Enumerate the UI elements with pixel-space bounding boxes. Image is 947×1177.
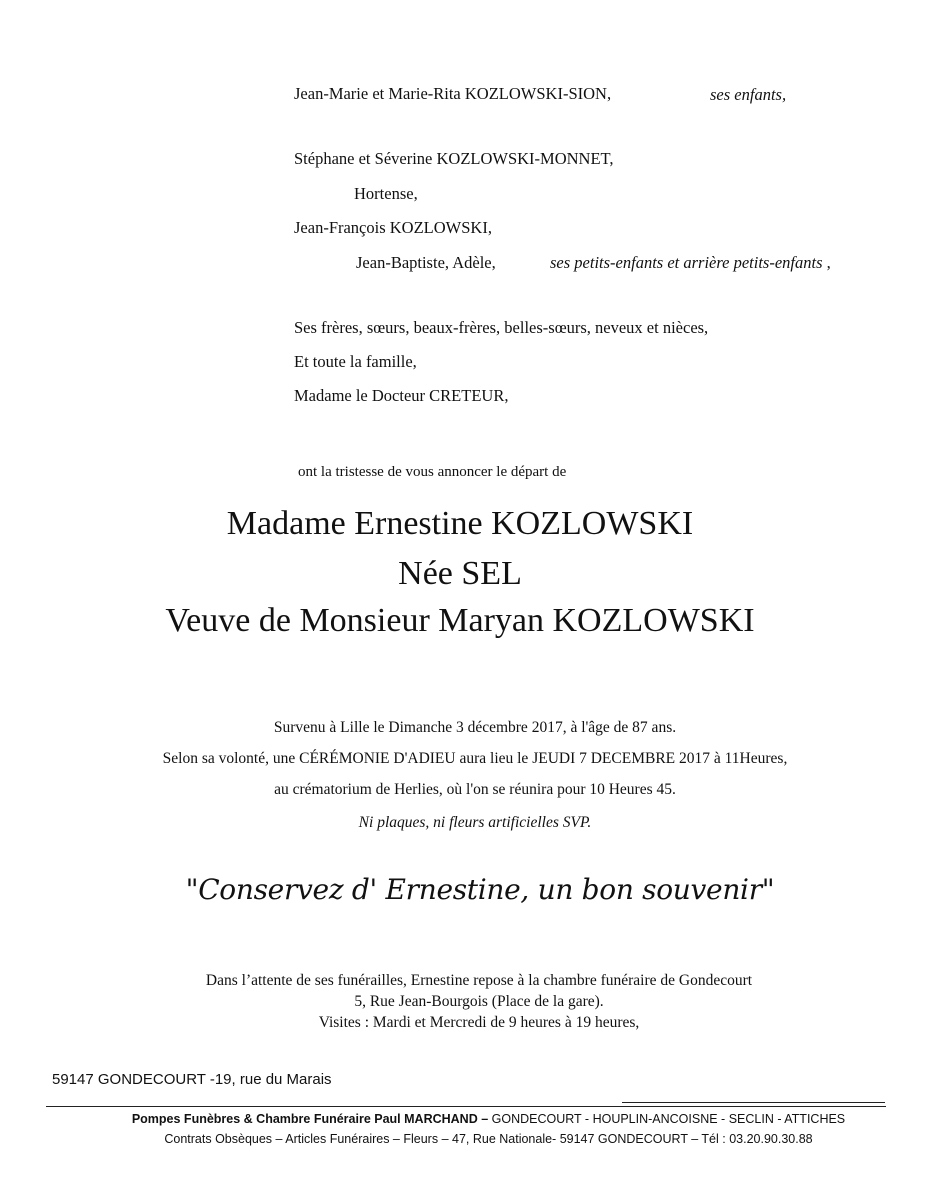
details-death: Survenu à Lille le Dimanche 3 décembre 2017, à l'âge de 87 ans.	[273, 719, 677, 736]
funeral-home-visits: Visites : Mardi et Mercredi de 9 heures à 19 heures,	[318, 1014, 640, 1031]
family-line-children	[294, 84, 611, 104]
footer-contact-line: Contrats Obsèques – Articles Funéraires – Fleurs – 47, Rue Nationale- 59147 GONDECOURT – Tél : 03.20.90.30.88	[164, 1132, 813, 1146]
family-names: Jean-Marie et Marie-Rita KOZLOWSKI-SION,	[294, 84, 612, 103]
sender-address: 59147 GONDECOURT -19, rue du Marais	[52, 1071, 332, 1088]
family-role-grandchildren-wrap	[550, 253, 831, 273]
announcement-text: ont la tristesse de vous annoncer le départ de	[298, 464, 567, 480]
family-line-whole-family: Et toute la famille,	[294, 352, 417, 371]
deceased-name: Madame Ernestine KOZLOWSKI	[226, 505, 694, 542]
family-line-grandchild-2: Jean-François KOZLOWSKI,	[294, 218, 492, 237]
funeral-home-address: 5, Rue Jean-Bourgois (Place de la gare).	[354, 993, 604, 1010]
family-line-great-grandchild-1: Hortense,	[354, 184, 418, 203]
family-line-grandchild-1: Stéphane et Séverine KOZLOWSKI-MONNET,	[294, 149, 614, 168]
deceased-birth-name: Née SEL	[398, 555, 522, 592]
footer-locations: GONDECOURT - HOUPLIN-ANCOISNE - SECLIN - ATTICHES	[488, 1112, 846, 1126]
footer-company-name: Pompes Funèbres & Chambre Funéraire Paul MARCHAND –	[131, 1112, 489, 1126]
funeral-home-repose: Dans l’attente de ses funérailles, Ernestine repose à la chambre funéraire de Gondecourt	[205, 972, 753, 989]
family-line-great-grandchildren	[356, 253, 496, 273]
family-role-comma: ,	[826, 253, 831, 272]
family-role-grandchildren: ses petits-enfants et arrière petits-enfants	[550, 253, 823, 272]
details-ceremony: Selon sa volonté, une CÉRÉMONIE D'ADIEU aura lieu le JEUDI 7 DECEMBRE 2017 à 11Heures,	[162, 750, 788, 767]
footer-divider	[46, 1106, 886, 1107]
family-names: Jean-Baptiste, Adèle,	[356, 253, 496, 272]
family-line-doctor: Madame le Docteur CRETEUR,	[294, 386, 509, 405]
memorial-quote: "Conservez d' Ernestine, un bon souvenir"	[185, 873, 775, 906]
short-divider	[622, 1102, 885, 1103]
deceased-widow-of: Veuve de Monsieur Maryan KOZLOWSKI	[165, 602, 755, 639]
details-crematorium: au crématorium de Herlies, où l'on se réunira pour 10 Heures 45.	[274, 781, 676, 798]
family-role-children: ses enfants,	[710, 85, 787, 104]
family-line-siblings: Ses frères, sœurs, beaux-frères, belles-sœurs, neveux et nièces,	[294, 318, 709, 337]
details-no-flowers: Ni plaques, ni fleurs artificielles SVP.	[358, 814, 592, 831]
footer-company-line	[0, 1112, 947, 1126]
